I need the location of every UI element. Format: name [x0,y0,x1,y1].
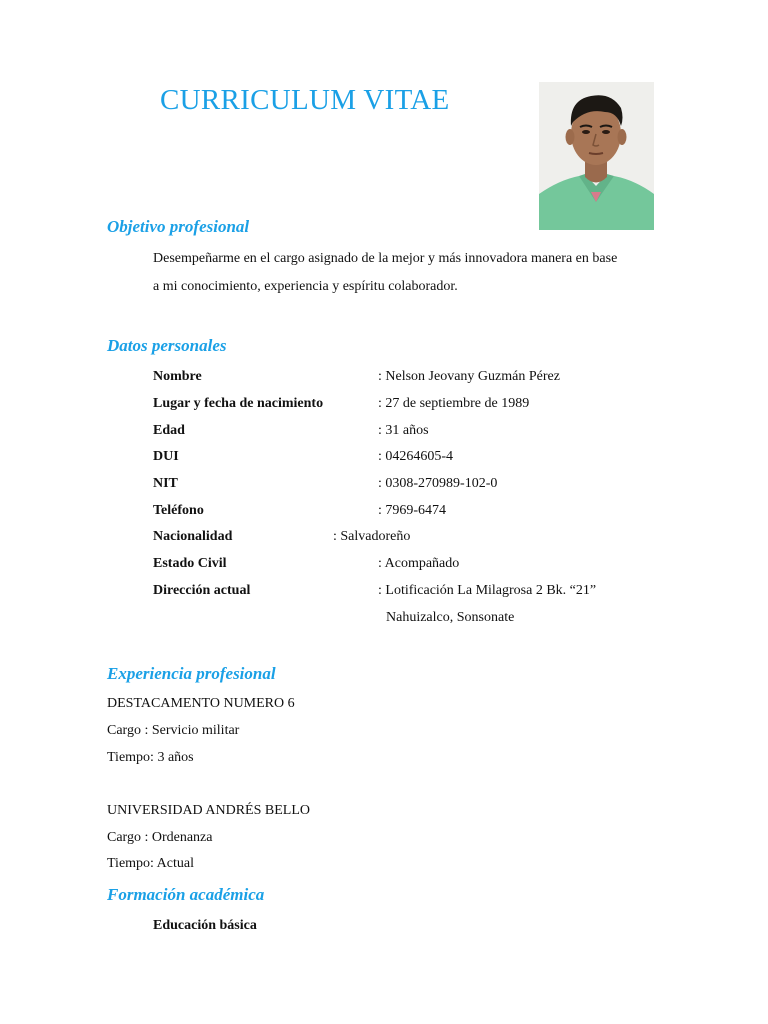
job-tiempo: Tiempo: Actual [107,856,194,871]
personal-value: : Salvadoreño [333,529,411,544]
profile-photo-image [539,82,654,230]
job-employer: DESTACAMENTO NUMERO 6 [107,696,295,711]
education-item-label: Educación básica [153,918,257,933]
job-cargo: Cargo : Servicio militar [107,723,240,738]
education-heading: Formación académica [107,885,265,904]
personal-value: : 27 de septiembre de 1989 [378,396,530,411]
experience-heading: Experiencia profesional [107,664,276,683]
personal-value: Nahuizalco, Sonsonate [386,610,515,625]
personal-value: : 04264605-4 [378,449,454,464]
personal-label: Estado Civil [153,556,227,571]
personal-label: NIT [153,476,178,491]
objective-line-2: a mi conocimiento, experiencia y espíritu colaborador. [153,279,458,294]
personal-label: Dirección actual [153,583,251,598]
profile-photo [539,82,654,230]
personal-label: Teléfono [153,503,204,518]
personal-label: Lugar y fecha de nacimiento [153,396,324,411]
personal-value: : Acompañado [378,556,460,571]
personal-value: : 0308-270989-102-0 [378,476,498,491]
objective-heading: Objetivo profesional [107,217,250,236]
job-employer: UNIVERSIDAD ANDRÉS BELLO [107,803,310,818]
page-title: CURRICULUM VITAE [160,84,450,116]
personal-label: DUI [153,449,179,464]
job-tiempo: Tiempo: 3 años [107,750,194,765]
objective-line-1: Desempeñarme en el cargo asignado de la mejor y más innovadora manera en base [153,251,618,266]
personal-value: : Lotificación La Milagrosa 2 Bk. “21” [378,583,597,598]
personal-heading: Datos personales [107,336,227,355]
personal-value: : Nelson Jeovany Guzmán Pérez [378,369,560,384]
job-cargo: Cargo : Ordenanza [107,830,213,845]
personal-value: : 31 años [378,423,429,438]
personal-label: Edad [153,423,185,438]
personal-label: Nacionalidad [153,529,233,544]
personal-label: Nombre [153,369,202,384]
personal-value: : 7969-6474 [378,503,447,518]
